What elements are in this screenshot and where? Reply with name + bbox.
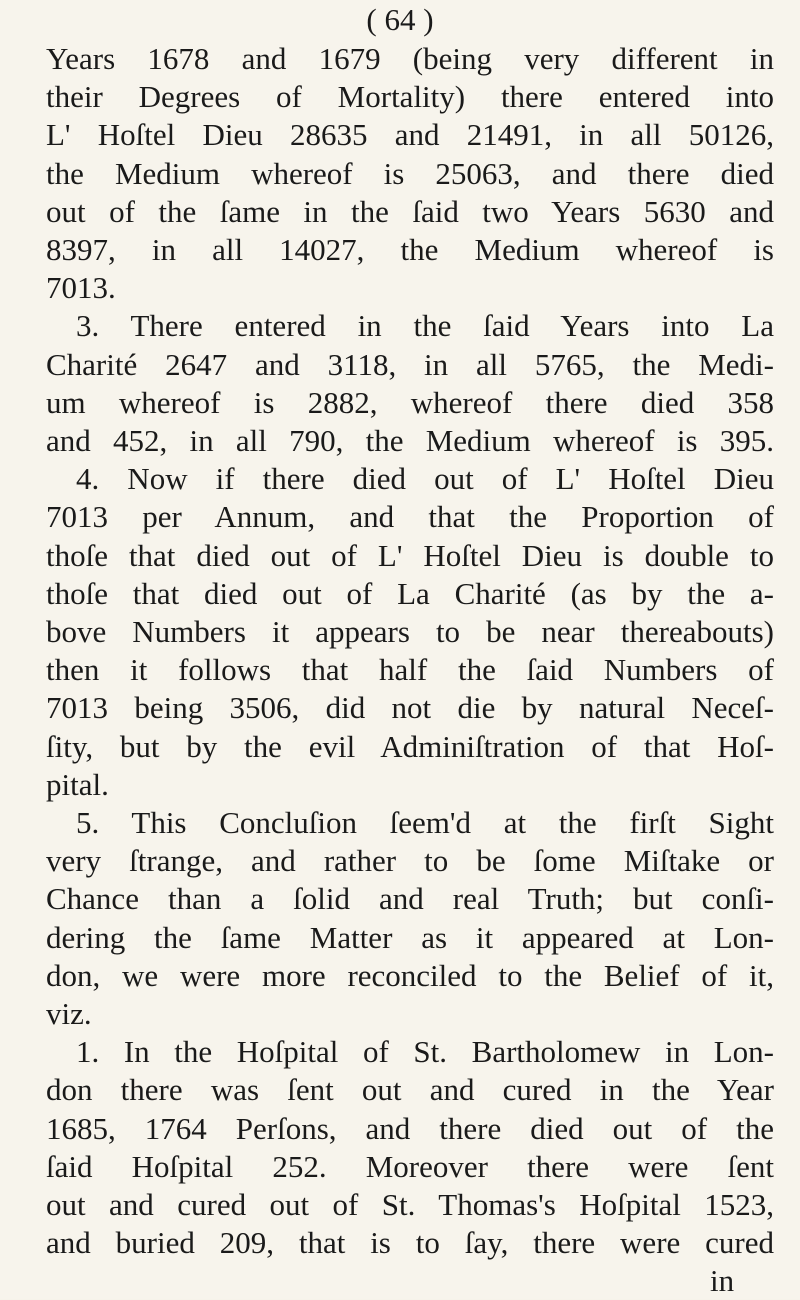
text-line: thoſe that died out of La Charité (as by the a-: [46, 575, 774, 611]
text-line: Charité 2647 and 3118, in all 5765, the Medi-: [46, 346, 774, 382]
text-line: 1685, 1764 Perſons, and there died out of the: [46, 1110, 774, 1146]
text-line: um whereof is 2882, whereof there died 358: [46, 384, 774, 420]
text-line: and 452, in all 790, the Medium whereof is 395.: [46, 423, 774, 458]
text-line: 1. In the Hoſpital of St. Bartholomew in Lon-: [76, 1034, 774, 1070]
text-line: 8397, in all 14027, the Medium whereof is: [46, 232, 774, 267]
text-line: their Degrees of Mortality) there entered into: [46, 79, 774, 115]
text-line: pital.: [46, 766, 109, 802]
text-line: don, we were more reconciled to the Belief of it,: [46, 957, 774, 993]
text-line: dering the ſame Matter as it appeared at Lon-: [46, 919, 774, 955]
text-line: thoſe that died out of L' Hoſtel Dieu is double to: [46, 537, 774, 573]
text-line: 3. There entered in the ſaid Years into La: [76, 308, 774, 344]
text-line: 7013.: [46, 270, 116, 306]
catchword: in: [710, 1263, 735, 1299]
text-line: ſaid Hoſpital 252. Moreover there were ſent: [46, 1148, 774, 1184]
text-line: 5. This Concluſion ſeem'd at the firſt Sight: [76, 805, 774, 840]
text-line: L' Hoſtel Dieu 28635 and 21491, in all 50126,: [46, 117, 774, 153]
page-number: ( 64 ): [366, 2, 434, 37]
text-line: very ſtrange, and rather to be ſome Miſtake or: [46, 843, 774, 879]
text-line: Chance than a ſolid and real Truth; but conſi-: [46, 881, 774, 917]
text-line: 7013 being 3506, did not die by natural Neceſ-: [46, 690, 774, 726]
text-line: viz.: [46, 996, 92, 1031]
text-line: bove Numbers it appears to be near thereabouts): [46, 614, 774, 649]
text-line: the Medium whereof is 25063, and there died: [46, 155, 774, 191]
text-line: out and cured out of St. Thomas's Hoſpital 1523,: [46, 1187, 774, 1222]
text-line: and buried 209, that is to ſay, there were cured: [46, 1225, 774, 1261]
text-line: 7013 per Annum, and that the Proportion of: [46, 499, 774, 535]
text-line: out of the ſame in the ſaid two Years 5630 and: [46, 193, 774, 229]
text-line: don there was ſent out and cured in the Year: [46, 1072, 774, 1108]
text-line: Years 1678 and 1679 (being very different in: [46, 41, 774, 76]
text-line: then it follows that half the ſaid Numbers of: [46, 652, 774, 688]
text-line: ſity, but by the evil Adminiſtration of that Hoſ-: [46, 728, 774, 764]
text-line: 4. Now if there died out of L' Hoſtel Dieu: [76, 461, 774, 497]
